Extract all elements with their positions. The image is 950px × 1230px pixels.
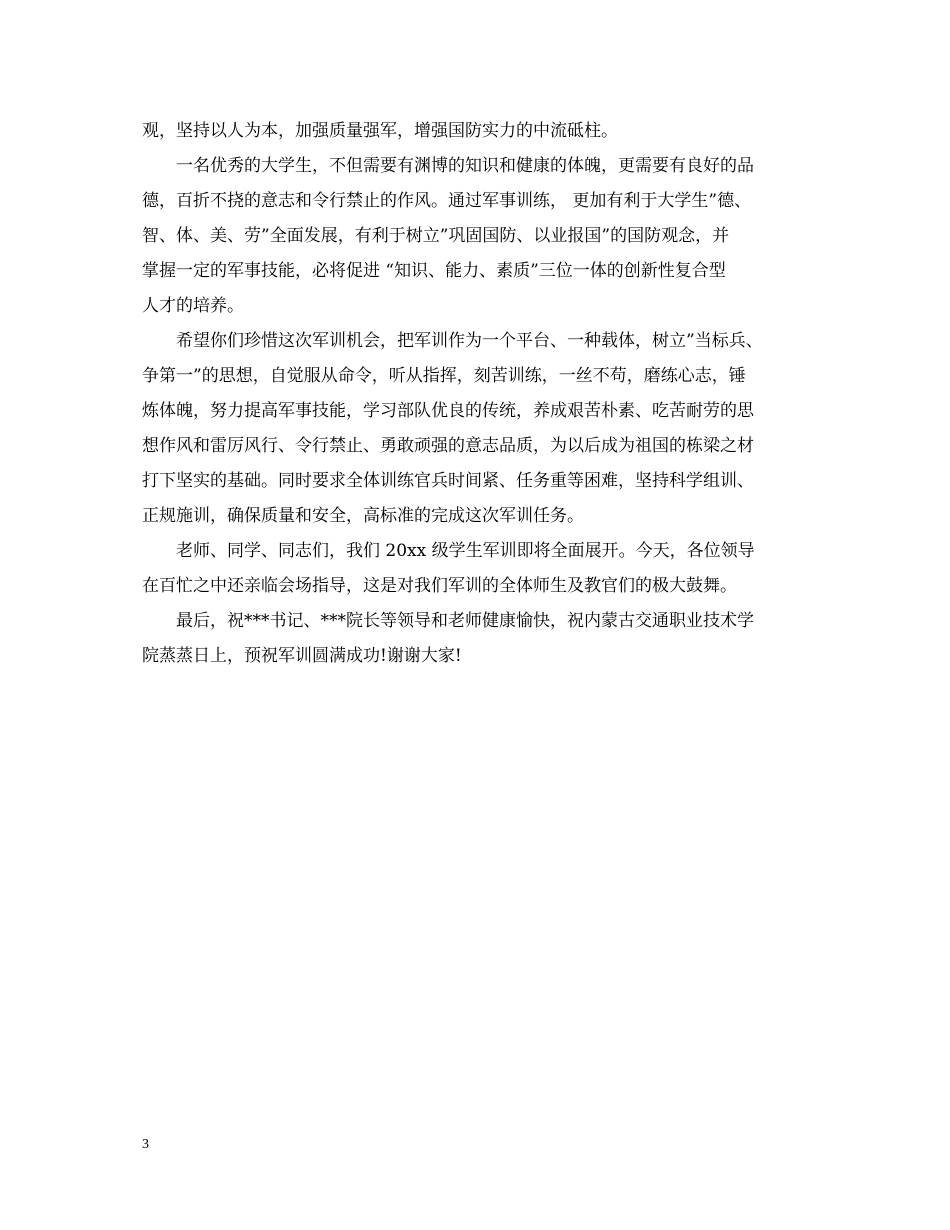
text-line: 观，坚持以人为本，加强质量强军，增强国防实力的中流砥柱。 [142,121,618,141]
text-line: 想作风和雷厉风行、令行禁止、勇敢顽强的意志品质，为以后成为祖国的栋梁之材 [142,436,754,456]
text-line: 院蒸蒸日上，预祝军训圆满成功!谢谢大家! [142,646,462,666]
text-line: 正规施训，确保质量和安全，高标准的完成这次军训任务。 [142,506,584,526]
text-line: 争第一”的思想，自觉服从命令，听从指挥，刻苦训练，一丝不苟，磨练心志，锤 [142,366,746,386]
text-line: 炼体魄，努力提高军事技能，学习部队优良的传统，养成艰苦朴素、吃苦耐劳的思 [142,401,754,421]
text-line: 人才的培养。 [142,296,244,316]
text-line: 打下坚实的基础。同时要求全体训练官兵时间紧、任务重等困难，坚持科学组训、 [142,471,754,491]
text-line: 掌握一定的军事技能，必将促进 “知识、能力、素质”三位一体的创新性复合型 [142,261,726,281]
text-line: 在百忙之中还亲临会场指导，这是对我们军训的全体师生及教官们的极大鼓舞。 [142,576,737,596]
page-number: 3 [142,1137,149,1152]
text-line: 最后，祝***书记、***院长等领导和老师健康愉快，祝内蒙古交通职业技术学 [176,611,754,631]
text-line: 德，百折不挠的意志和令行禁止的作风。通过军事训练， 更加有利于大学生”德、 [142,191,752,211]
text-line: 一名优秀的大学生，不但需要有渊博的知识和健康的体魄，更需要有良好的品 [176,156,754,176]
text-line: 老师、同学、同志们，我们 20xx 级学生军训即将全面展开。今天，各位领导 [176,541,755,561]
text-line: 智、体、美、劳”全面发展，有利于树立”巩固国防、以业报国”的国防观念，并 [142,226,730,246]
text-line: 希望你们珍惜这次军训机会，把军训作为一个平台、一种载体，树立”当标兵、 [176,331,763,351]
